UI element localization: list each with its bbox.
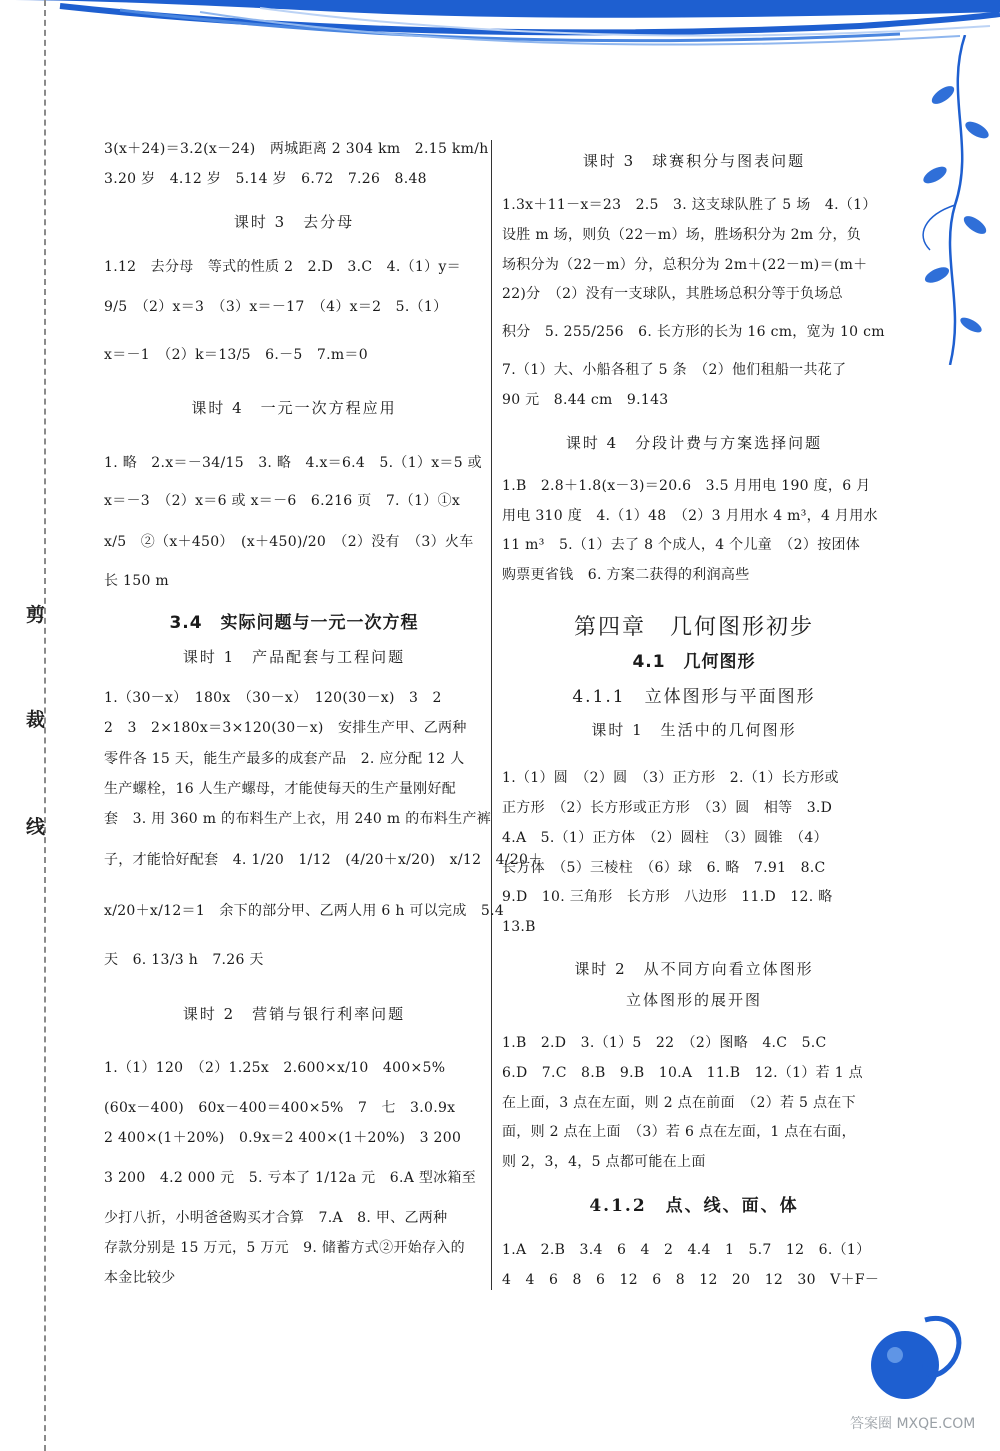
answer-line: 积分 5. 255/256 6. 长方形的长为 16 cm，宽为 10 cm <box>502 324 885 340</box>
lesson-heading: 课时 2 营销与银行利率问题 <box>182 1005 406 1023</box>
answer-line: 11 m³ 5.（1）去了 8 个成人，4 个儿童 （2）按团体 <box>502 537 861 553</box>
answer-line: 90 元 8.44 cm 9.143 <box>502 392 669 408</box>
lesson-heading: 课时 1 生活中的几何图形 <box>591 721 797 739</box>
answer-line: (60x－400) 60x－400＝400×5% 7 七 3.0.9x <box>104 1100 456 1116</box>
lesson-heading: 课时 4 一元一次方程应用 <box>191 399 397 417</box>
answer-line: 1.B 2.D 3.（1）5 22 （2）图略 4.C 5.C <box>502 1035 827 1051</box>
top-wave-decoration <box>0 0 1000 80</box>
subsection-heading: 4.1.1 立体图形与平面图形 <box>572 687 816 707</box>
cut-char-2: 裁 <box>26 709 46 731</box>
answer-line: 子，才能恰好配套 4. 1/20 1/12 (4/20＋x/20) x/12 4/20＋ <box>104 852 543 868</box>
answer-line: 13.B <box>502 919 536 935</box>
answer-line: 1.B 2.8＋1.8(x－3)＝20.6 3.5 月用电 190 度，6 月 <box>502 478 871 494</box>
answer-line: 3.20 岁 4.12 岁 5.14 岁 6.72 7.26 8.48 <box>104 171 427 187</box>
vine-decoration <box>905 35 1000 365</box>
answer-line: 少打八折，小明爸爸购买才合算 7.A 8. 甲、乙两种 <box>104 1210 448 1226</box>
answer-line: 购票更省钱 6. 方案二获得的利润高些 <box>502 567 750 583</box>
lesson-heading: 课时 4 分段计费与方案选择问题 <box>565 434 823 452</box>
answer-line: 9/5 （2）x＝3 （3）x＝－17 （4）x＝2 5.（1） <box>104 299 448 315</box>
answer-line: 长方体 （5）三棱柱 （6）球 6. 略 7.91 8.C <box>502 860 826 876</box>
answer-line: 1.A 2.B 3.4 6 4 2 4.4 1 5.7 12 6.（1） <box>502 1242 871 1258</box>
answer-line: 6.D 7.C 8.B 9.B 10.A 11.B 12.（1）若 1 点 <box>502 1065 863 1081</box>
answer-line: 长 150 m <box>104 573 169 589</box>
answer-line: 天 6. 13/3 h 7.26 天 <box>104 952 264 968</box>
answer-line: 9.D 10. 三角形 长方形 八边形 11.D 12. 略 <box>502 889 833 905</box>
answer-line: 本金比较少 <box>104 1270 176 1286</box>
section-heading: 3.4 实际问题与一元一次方程 <box>169 613 419 633</box>
answer-line: x/20＋x/12＝1 余下的部分甲、乙两人用 6 h 可以完成 5.4 <box>104 903 505 919</box>
lesson-heading: 立体图形的展开图 <box>625 991 762 1009</box>
answer-line: 场积分为（22－m）分，总积分为 2m＋(22－m)＝(m＋ <box>502 257 868 273</box>
answer-line: 3 200 4.2 000 元 5. 亏本了 1/12a 元 6.A 型冰箱至 <box>104 1170 477 1186</box>
column-divider <box>491 140 492 1290</box>
answer-line: 1. 略 2.x＝－34/15 3. 略 4.x＝6.4 5.（1）x＝5 或 <box>104 455 482 471</box>
answer-line: 存款分别是 15 万元，5 万元 9. 储蓄方式②开始存入的 <box>104 1240 465 1256</box>
answer-line: 1.12 去分母 等式的性质 2 2.D 3.C 4.（1）y＝ <box>104 259 461 275</box>
section-heading: 4.1 几何图形 <box>632 652 756 672</box>
cut-char-3: 线 <box>26 816 46 838</box>
cut-char-1: 剪 <box>26 604 46 626</box>
answer-line: x＝－3 （2）x＝6 或 x＝－6 6.216 页 7.（1）①x <box>104 493 461 509</box>
answer-line: 在上面，3 点在左面，则 2 点在前面 （2）若 5 点在下 <box>502 1095 856 1111</box>
answer-line: 1.3x＋11－x＝23 2.5 3. 这支球队胜了 5 场 4.（1） <box>502 197 877 213</box>
answer-line: 零件各 15 天，能生产最多的成套产品 2. 应分配 12 人 <box>104 751 465 767</box>
answer-line: x/5 ②（x＋450） (x＋450)/20 （2）没有 （3）火车 <box>104 534 474 550</box>
lesson-heading: 课时 3 球赛积分与图表问题 <box>582 152 806 170</box>
answer-line: 2 400×(1＋20%) 0.9x＝2 400×(1＋20%) 3 200 <box>104 1130 462 1146</box>
answer-line: 4.A 5.（1）正方体 （2）圆柱 （3）圆锥 （4） <box>502 830 828 846</box>
answer-line: 面，则 2 点在上面 （3）若 6 点在左面，1 点在右面， <box>502 1124 856 1140</box>
answer-line: 7.（1）大、小船各租了 5 条 （2）他们租船一共花了 <box>502 362 847 378</box>
answer-line: 设胜 m 场，则负（22－m）场，胜场积分为 2m 分，负 <box>502 227 862 243</box>
lesson-heading: 课时 2 从不同方向看立体图形 <box>574 960 814 978</box>
answer-line: 1.（1）圆 （2）圆 （3）正方形 2.（1）长方形或 <box>502 770 839 786</box>
answer-line: 套 3. 用 360 m 的布料生产上衣，用 240 m 的布料生产裤 <box>104 811 492 827</box>
answer-line: 正方形 （2）长方形或正方形 （3）圆 相等 3.D <box>502 800 833 816</box>
answer-line: 4 4 6 8 6 12 6 8 12 20 12 30 V＋F－ <box>502 1272 880 1288</box>
answer-line: 则 2，3，4，5 点都可能在上面 <box>502 1154 706 1170</box>
lesson-heading: 课时 3 去分母 <box>233 213 355 231</box>
answer-line: 2 3 2×180x＝3×120(30－x) 安排生产甲、乙两种 <box>104 720 467 736</box>
answer-line: 22)分 （2）没有一支球队，其胜场总积分等于负场总 <box>502 286 843 302</box>
corner-logo-decoration <box>850 1310 1000 1451</box>
answer-line: 1.（1）120 （2）1.25x 2.600×x/10 400×5% <box>104 1060 446 1076</box>
watermark-text: 答案圈 MXQE.COM <box>850 1416 976 1432</box>
subsection-heading: 4.1.2 点、线、面、体 <box>589 1196 799 1216</box>
lesson-heading: 课时 1 产品配套与工程问题 <box>182 648 406 666</box>
answer-line: 3(x＋24)＝3.2(x－24) 两城距离 2 304 km 2.15 km/h <box>104 141 489 157</box>
answer-line: 生产螺栓，16 人生产螺母，才能使每天的生产量刚好配 <box>104 781 457 797</box>
answer-line: 1.（30－x） 180x （30－x） 120(30－x) 3 2 <box>104 690 442 706</box>
answer-line: x＝－1 （2）k＝13/5 6.－5 7.m＝0 <box>104 347 368 363</box>
answer-line: 用电 310 度 4.（1）48 （2）3 月用水 4 m³，4 月用水 <box>502 508 878 524</box>
chapter-heading: 第四章 几何图形初步 <box>573 615 814 640</box>
